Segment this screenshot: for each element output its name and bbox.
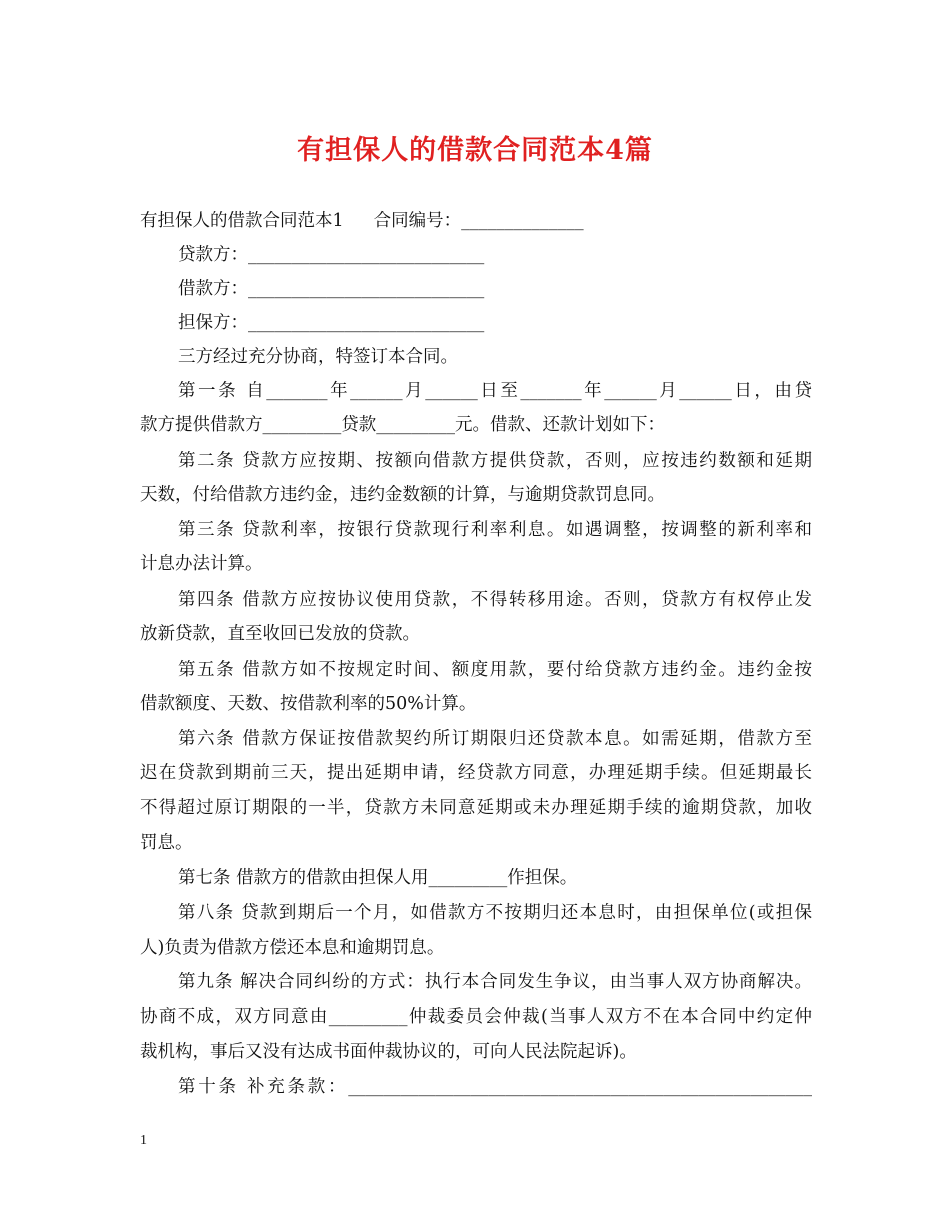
- article-2-line-2: 天数，付给借款方违约金，违约金数额的计算，与逾期贷款罚息同。: [140, 485, 665, 505]
- contract-number-field: 合同编号：______________: [373, 211, 584, 231]
- guarantor-field: 担保方：___________________________: [178, 313, 485, 333]
- article-10-line-1: 第十条 补充条款：_____________________________________________________: [178, 1077, 812, 1097]
- article-6-line-2: 迟在贷款到期前三天，提出延期申请，经贷款方同意，办理延期手续。但延期最长: [140, 763, 812, 783]
- article-5-line-1: 第五条 借款方如不按规定时间、额度用款，要付给贷款方违约金。违约金按: [178, 660, 812, 680]
- article-6-line-3: 不得超过原订期限的一半，贷款方未同意延期或未办理延期手续的逾期贷款，加收: [140, 798, 812, 818]
- document-subheading: 有担保人的借款合同范本1: [140, 211, 344, 231]
- page-number: 1: [140, 1133, 147, 1148]
- article-9-line-2: 协商不成，双方同意由_________仲裁委员会仲裁(当事人双方不在本合同中约定仲: [140, 1007, 812, 1027]
- article-2-line-1: 第二条 贷款方应按期、按额向借款方提供贷款，否则，应按违约数额和延期: [178, 451, 812, 471]
- article-7-line-1: 第七条 借款方的借款由担保人用_________作担保。: [178, 868, 578, 888]
- article-4-line-1: 第四条 借款方应按协议使用贷款，不得转移用途。否则，贷款方有权停止发: [178, 590, 812, 610]
- document-title: 有担保人的借款合同范本4篇: [297, 135, 653, 166]
- heading-row: [140, 209, 812, 233]
- lender-field: 贷款方：___________________________: [178, 245, 485, 265]
- article-1-line-2: 款方提供借款方_________贷款_________元。借款、还款计划如下：: [140, 415, 665, 435]
- borrower-field: 借款方：___________________________: [178, 279, 485, 299]
- article-8-line-1: 第八条 贷款到期后一个月，如借款方不按期归还本息时，由担保单位(或担保: [178, 903, 812, 923]
- article-6-line-4: 罚息。: [140, 833, 193, 853]
- article-6-line-1: 第六条 借款方保证按借款契约所订期限归还贷款本息。如需延期，借款方至: [178, 729, 812, 749]
- article-9-line-3: 裁机构，事后又没有达成书面仲裁协议的，可向人民法院起诉)。: [140, 1042, 637, 1062]
- article-3-line-1: 第三条 贷款利率，按银行贷款现行利率利息。如遇调整，按调整的新利率和: [178, 520, 812, 540]
- article-5-line-2: 借款额度、天数、按借款利率的50%计算。: [140, 694, 477, 714]
- article-8-line-2: 人)负责为借款方偿还本息和逾期罚息。: [140, 938, 445, 958]
- article-3-line-2: 计息办法计算。: [140, 554, 263, 574]
- article-1-line-1: 第一条 自_______年______月______日至_______年______月______日，由贷: [178, 381, 812, 401]
- intro-paragraph: 三方经过充分协商，特签订本合同。: [178, 347, 458, 367]
- article-4-line-2: 放新贷款，直至收回已发放的贷款。: [140, 624, 420, 644]
- article-9-line-1: 第九条 解决合同纠纷的方式：执行本合同发生争议，由当事人双方协商解决。: [178, 972, 812, 992]
